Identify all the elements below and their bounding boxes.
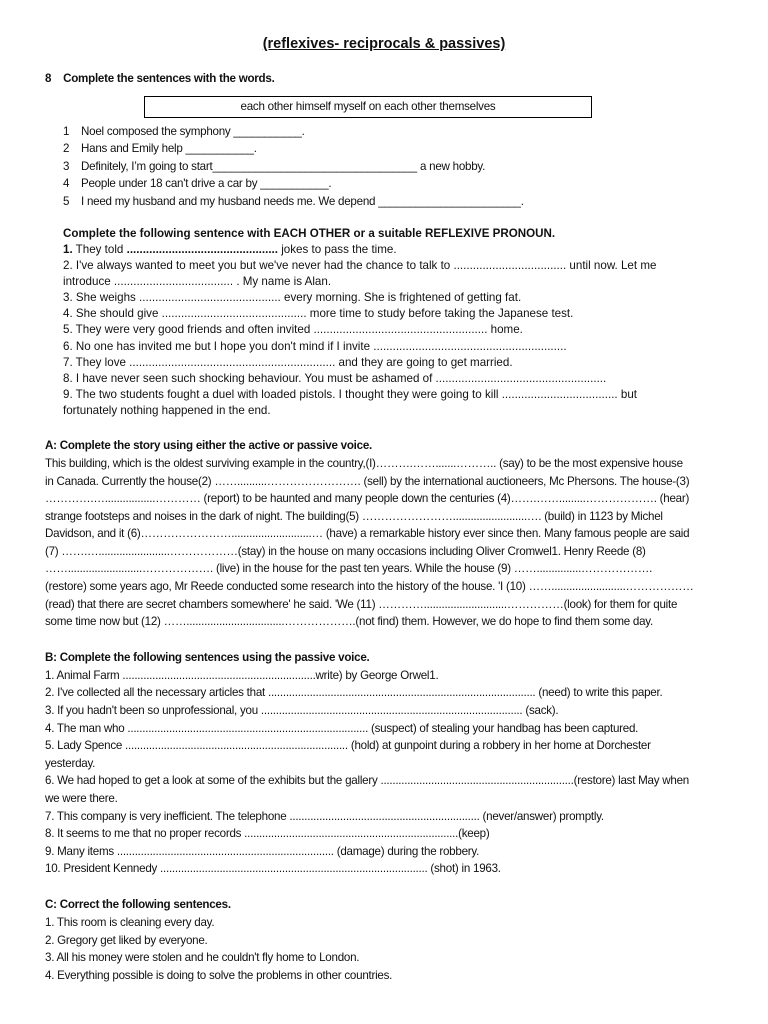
exB-heading: B: Complete the following sentences using the passive voice. bbox=[45, 651, 370, 664]
ex8-item[interactable] bbox=[63, 195, 524, 209]
pronoun-line[interactable]: 7. They love ................................................................ and they are going to get married. bbox=[63, 356, 513, 369]
word-box: each other himself myself on each other themselves bbox=[144, 96, 592, 118]
exA-line[interactable]: ………….….................………… (report) to be haunted and many people down the centuries (4)…….…….........………………. (hear) bbox=[45, 492, 690, 505]
exB-line[interactable]: 5. Lady Spence ........................................................................... (hold) at gunpoint during a robbery in her home at Dorchester bbox=[45, 739, 651, 752]
pronoun-item-blank: ............................................... bbox=[126, 243, 278, 256]
pronoun-item[interactable] bbox=[63, 243, 397, 257]
ex8-item[interactable] bbox=[63, 125, 305, 139]
ex8-item-number: 1 bbox=[63, 125, 70, 138]
exA-line[interactable]: This building, which is the oldest surviving example in the country,(I)……….…….......……….. (say) to be the most expensive house bbox=[45, 457, 683, 470]
exA-line[interactable]: (7) …….…........................………………(stay) in the house on many occasions including Oliver Cromwel1. Henry Reede (8) bbox=[45, 545, 646, 558]
exB-line[interactable]: 8. It seems to me that no proper records ........................................................................(keep) bbox=[45, 827, 490, 840]
exC-heading: C: Correct the following sentences. bbox=[45, 898, 231, 911]
exA-line[interactable]: some time now but (12) …….................................……………….(not find) them. However, we do hope to find them some day. bbox=[45, 615, 653, 628]
exA-line[interactable]: strange footsteps and noises in the dark of night. The building(5) …………………….........................…. (build) in 1123 by Michel bbox=[45, 510, 663, 523]
pronoun-line: fortunately nothing happened in the end. bbox=[63, 404, 271, 417]
ex8-item-text: Hans and Emily help ___________. bbox=[81, 142, 257, 155]
pronoun-line[interactable]: introduce ..................................... . My name is Alan. bbox=[63, 275, 332, 288]
exA-line[interactable]: Davidson, and it (6)……………………...........................… (have) a remarkable history ever since then. Many famous people are said bbox=[45, 527, 690, 540]
ex8-item-text: People under 18 can't drive a car by ___________. bbox=[81, 177, 332, 190]
exB-line[interactable]: 9. Many items ......................................................................... (damage) during the robbery. bbox=[45, 845, 480, 858]
exB-line[interactable]: 2. I've collected all the necessary articles that .......................................................................................... (need) to write this paper. bbox=[45, 686, 663, 699]
pronoun-item-text: They told bbox=[72, 243, 127, 256]
ex8-item-text: Definitely, I’m going to start_________________________________ a new hobby. bbox=[81, 160, 486, 173]
exA-line[interactable]: (read) that there are secret chambers somewhere' he said. 'We (11) …………............................……………(look) for them for quite bbox=[45, 598, 678, 611]
page-title: (reflexives- reciprocals & passives) bbox=[262, 36, 506, 52]
pronoun-line[interactable]: 6. No one has invited me but I hope you don't mind if I invite ............................................................ bbox=[63, 340, 567, 353]
pronoun-line[interactable]: 8. I have never seen such shocking behaviour. You must be ashamed of ..................................................... bbox=[63, 372, 607, 385]
pronoun-line[interactable]: 5. They were very good friends and often invited ...................................................... home. bbox=[63, 323, 523, 336]
exB-line[interactable]: 7. This company is very inefficient. The telephone ................................................................ (never/answer) promptly. bbox=[45, 810, 604, 823]
exB-line: we were there. bbox=[45, 792, 118, 805]
ex8-item[interactable] bbox=[63, 160, 485, 174]
pronoun-instruction: Complete the following sentence with EACH OTHER or a suitable REFLEXIVE PRONOUN. bbox=[63, 227, 556, 240]
pronoun-line[interactable]: 9. The two students fought a duel with loaded pistols. I thought they were going to kill .................................... but bbox=[63, 388, 637, 401]
ex8-item[interactable] bbox=[63, 142, 257, 156]
exC-line[interactable]: 1. This room is cleaning every day. bbox=[45, 916, 215, 929]
exB-line[interactable]: 10. President Kennedy .......................................................................................... (shot) in 1963. bbox=[45, 862, 501, 875]
ex8-item-text: I need my husband and my husband needs me. We depend _______________________. bbox=[81, 195, 524, 208]
pronoun-item-number: 1. bbox=[63, 243, 73, 256]
ex8-item-number: 4 bbox=[63, 177, 70, 190]
ex8-item-text: Noel composed the symphony ___________. bbox=[81, 125, 305, 138]
exB-line: yesterday. bbox=[45, 757, 96, 770]
pronoun-line[interactable]: 2. I've always wanted to meet you but we've never had the chance to talk to ................................... until now. Let me bbox=[63, 259, 657, 272]
exC-line[interactable]: 4. Everything possible is doing to solve the problems in other countries. bbox=[45, 969, 393, 982]
pronoun-line[interactable]: 4. She should give ............................................. more time to study before taking the Japanese test. bbox=[63, 307, 574, 320]
exA-heading: A: Complete the story using either the active or passive voice. bbox=[45, 439, 373, 452]
exA-line[interactable]: in Canada. Currently the house(2) ……..........……………………. (sell) by the international auctioneers, Mc Phersons. The house-(3) bbox=[45, 475, 690, 488]
exC-line[interactable]: 3. All his money were stolen and he couldn't fly home to London. bbox=[45, 951, 360, 964]
ex8-item-number: 2 bbox=[63, 142, 70, 155]
ex8-item-number: 5 bbox=[63, 195, 70, 208]
exB-line[interactable]: 6. We had hoped to get a look at some of the exhibits but the gallery .................................................................(restore) last May when bbox=[45, 774, 689, 787]
ex8-instruction: Complete the sentences with the words. bbox=[63, 72, 275, 85]
ex8-number: 8 bbox=[45, 72, 52, 85]
exC-line[interactable]: 2. Gregory get liked by everyone. bbox=[45, 934, 208, 947]
ex8-heading bbox=[45, 72, 275, 86]
exB-line[interactable]: 4. The man who ................................................................................. (suspect) of stealing your handbag has been captured. bbox=[45, 722, 639, 735]
exB-line[interactable]: 3. If you hadn't been so unprofessional, you ........................................................................................ (sack). bbox=[45, 704, 559, 717]
exA-line[interactable]: …….........................………………. (live) in the house for the past ten years. While the house (9) ……...............………………. bbox=[45, 562, 653, 575]
pronoun-item-rest: jokes to pass the time. bbox=[278, 243, 397, 256]
exB-line[interactable]: 1. Animal Farm .................................................................write) by George Orwel1. bbox=[45, 669, 439, 682]
ex8-item[interactable] bbox=[63, 177, 331, 191]
exA-line[interactable]: (restore) some years ago, Mr Reede conducted some research into the history of the house. 'I (10) …….........................……………… bbox=[45, 580, 694, 593]
pronoun-line[interactable]: 3. She weighs ............................................ every morning. She is frightened of getting fat. bbox=[63, 291, 522, 304]
ex8-item-number: 3 bbox=[63, 160, 70, 173]
